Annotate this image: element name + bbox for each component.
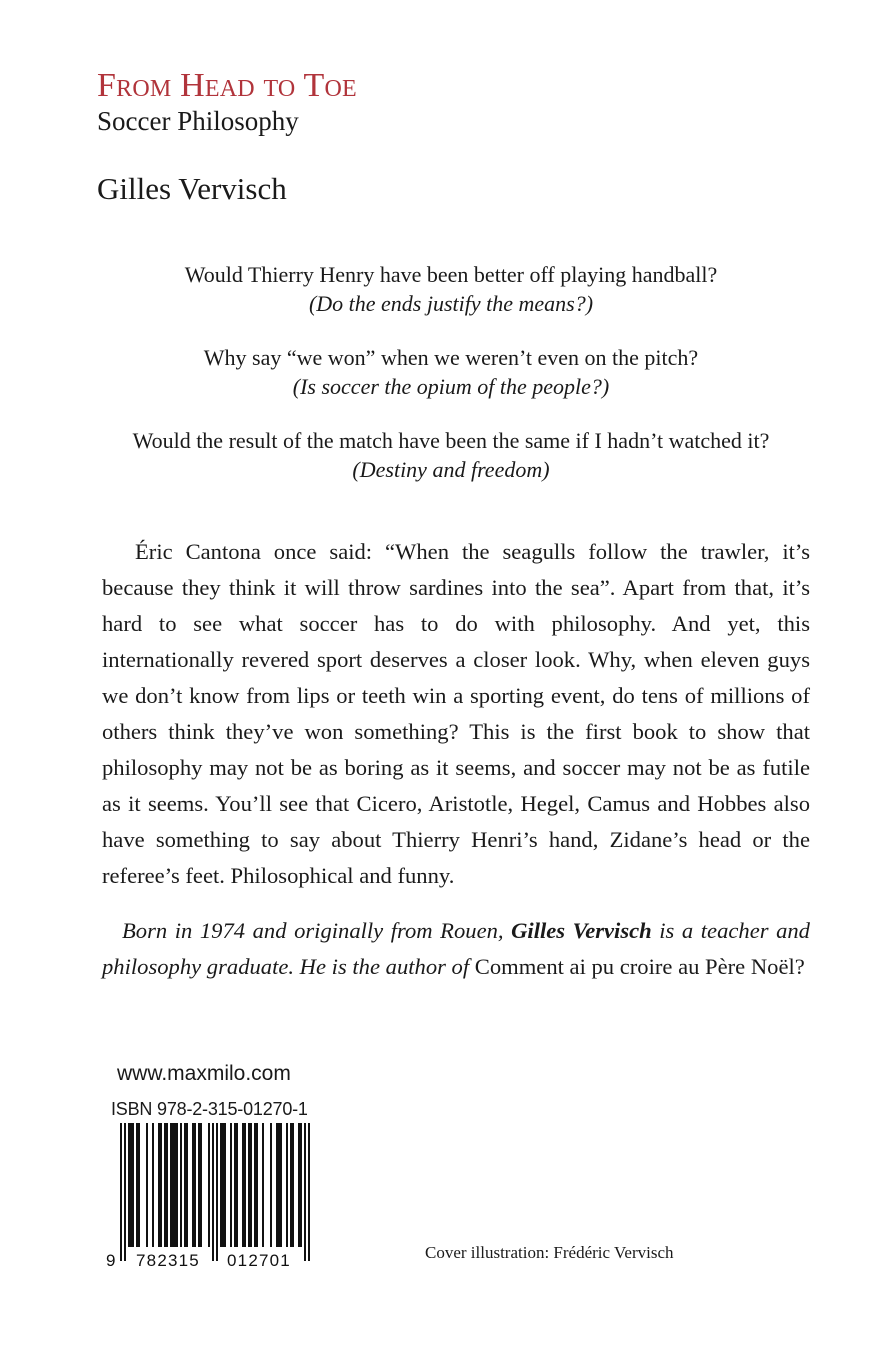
- teaser-questions: [60, 260, 842, 509]
- barcode-icon: [100, 1119, 314, 1271]
- book-subtitle: Soccer Philosophy: [97, 106, 299, 136]
- barcode-bar: [222, 1123, 224, 1247]
- bio-description: is a teacher and philosophy graduate. He is the author of: [102, 918, 810, 979]
- barcode-bar: [146, 1123, 148, 1247]
- barcode-bar: [184, 1123, 186, 1247]
- barcode-left-digits: 782315: [136, 1251, 200, 1270]
- barcode-bar: [300, 1123, 302, 1247]
- barcode-bar: [208, 1123, 210, 1247]
- question-theme: (Destiny and freedom): [352, 457, 550, 482]
- barcode-bar: [236, 1123, 238, 1247]
- barcode-bar: [164, 1123, 166, 1247]
- barcode-bar: [270, 1123, 272, 1247]
- barcode-bar: [186, 1123, 188, 1247]
- author-bio: [102, 913, 810, 985]
- book-author: Gilles Vervisch: [97, 171, 287, 206]
- barcode-bar: [248, 1123, 250, 1247]
- barcode-bar: [276, 1123, 278, 1247]
- barcode-bar: [172, 1123, 174, 1247]
- barcode-bar: [304, 1123, 306, 1261]
- barcode-bar: [170, 1123, 172, 1247]
- isbn-number: ISBN 978-2-315-01270-1: [111, 1099, 308, 1119]
- barcode-bar: [136, 1123, 138, 1247]
- teaser-question: [60, 260, 842, 318]
- barcode-bar: [292, 1123, 294, 1247]
- bio-work-title: Comment ai pu croire au Père Noël?: [474, 954, 805, 979]
- barcode-bar: [298, 1123, 300, 1247]
- teaser-question: [60, 426, 842, 484]
- barcode-bar: [160, 1123, 162, 1247]
- barcode-bar: [192, 1123, 194, 1247]
- barcode-bar: [234, 1123, 236, 1247]
- barcode-bar: [198, 1123, 200, 1247]
- cover-credit: Cover illustration: Frédéric Vervisch: [425, 1243, 674, 1262]
- barcode-bar: [132, 1123, 134, 1247]
- barcode-bar: [220, 1123, 222, 1247]
- barcode: [100, 1119, 314, 1271]
- barcode-bar: [250, 1123, 252, 1247]
- barcode-bar: [158, 1123, 160, 1247]
- barcode-bar: [124, 1123, 126, 1261]
- barcode-right-digits: 012701: [227, 1251, 291, 1270]
- bio-author-name: Gilles Vervisch: [511, 918, 652, 943]
- barcode-bar: [128, 1123, 130, 1247]
- barcode-lead-digit: 9: [106, 1251, 116, 1270]
- question-theme: (Do the ends justify the means?): [308, 291, 594, 316]
- barcode-bar: [176, 1123, 178, 1247]
- book-blurb: Éric Cantona once said: “When the seagulls follow the trawler, it’s because they think it will throw sardines into the sea”. Apart from that, it’s hard to see what soccer has to do with philosophy. And yet, this internationally revered sport deserves a closer look. Why, when eleven guys we don’t know from lips or teeth win a sporting event, do tens of millions of others think they’ve won something? This is the first book to show that philosophy may not be as boring as it seems, and soccer may not be as futile as it seems. You’ll see that Cicero, Aristotle, Hegel, Camus and Hobbes also have something to say about Thierry Henri’s hand, Zidane’s head or the referee’s feet. Philosophical and funny.: [102, 539, 810, 888]
- barcode-bar: [200, 1123, 202, 1247]
- barcode-bar: [166, 1123, 168, 1247]
- barcode-bar: [308, 1123, 310, 1261]
- question-text: Would Thierry Henry have been better off playing handball?: [184, 262, 718, 287]
- book-title: From Head to Toe: [97, 67, 357, 104]
- barcode-bar: [230, 1123, 232, 1247]
- barcode-bar: [120, 1123, 122, 1261]
- bio-intro: Born in 1974 and originally from Rouen,: [122, 918, 512, 943]
- question-theme: (Is soccer the opium of the people?): [292, 374, 610, 399]
- barcode-bar: [280, 1123, 282, 1247]
- publisher-website[interactable]: www.maxmilo.com: [117, 1062, 291, 1085]
- barcode-bar: [242, 1123, 244, 1247]
- barcode-bar: [278, 1123, 280, 1247]
- teaser-question: [60, 343, 842, 401]
- question-text: Why say “we won” when we weren’t even on the pitch?: [203, 345, 699, 370]
- barcode-bar: [244, 1123, 246, 1247]
- barcode-bar: [194, 1123, 196, 1247]
- barcode-bar: [290, 1123, 292, 1247]
- barcode-bar: [254, 1123, 256, 1247]
- barcode-bar: [152, 1123, 154, 1247]
- barcode-bar: [138, 1123, 140, 1247]
- barcode-bar: [286, 1123, 288, 1247]
- barcode-bar: [212, 1123, 214, 1261]
- barcode-bar: [256, 1123, 258, 1247]
- barcode-bar: [130, 1123, 132, 1247]
- barcode-bar: [216, 1123, 218, 1261]
- barcode-bar: [174, 1123, 176, 1247]
- question-text: Would the result of the match have been the same if I hadn’t watched it?: [132, 428, 770, 453]
- barcode-bar: [224, 1123, 226, 1247]
- barcode-bar: [262, 1123, 264, 1247]
- barcode-bar: [180, 1123, 182, 1247]
